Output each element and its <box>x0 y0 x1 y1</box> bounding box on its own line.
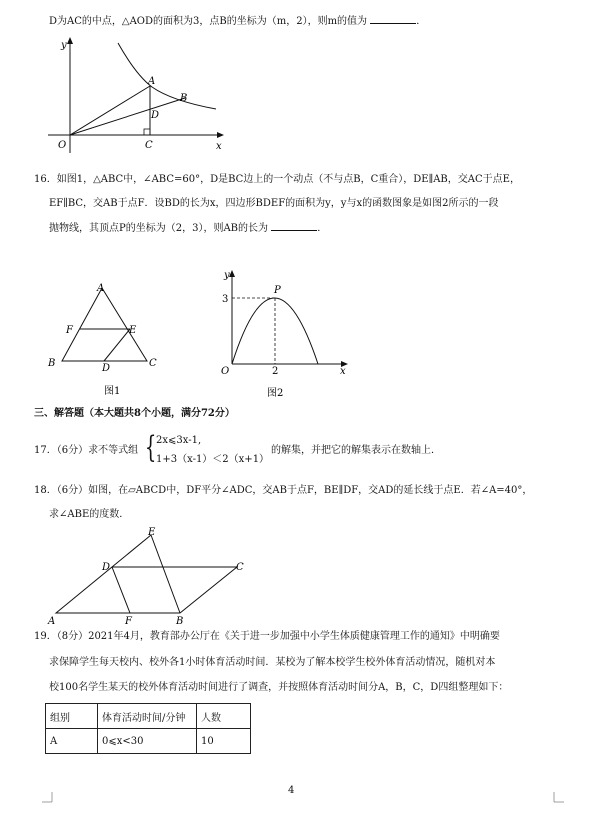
q18-line2: 求∠ABE的度数． <box>49 509 130 520</box>
fig18-label-c: C <box>236 562 244 573</box>
fig16-1-label-e: E <box>129 325 137 336</box>
page-number: 4 <box>288 785 295 796</box>
q19-line1: 19．（8分）2021年4月，教育部办公厅在《关于进一步加强中小学生体质健康管理工作的通知》中明确要 <box>34 631 500 642</box>
q17-suffix: 的解集，并把它的解集表示在数轴上． <box>271 445 441 456</box>
fig16-2-label-o: O <box>221 366 230 377</box>
fig15-diagram <box>40 35 240 160</box>
fig16-2-label-y: y <box>224 270 230 281</box>
q18-line1: 18．（6分）如图，在▱ABCD中，DF平分∠ADC，交AB于点F，BE∥DF，交AD的延长线于点E．若∠A=40°， <box>34 485 533 496</box>
table-cell-count: 10 <box>197 729 251 754</box>
fig16-1-label-c: C <box>149 358 157 369</box>
fig16-1-label-a: A <box>97 283 105 294</box>
fig15-label-c: C <box>145 140 153 151</box>
fig18-label-f: F <box>125 616 132 627</box>
fig16-2-label-3: 3 <box>222 294 229 305</box>
fig16-2-caption: 图2 <box>267 388 284 399</box>
q16-line1: 16．如图1，△ABC中，∠ABC=60°，D是BC边上的一个动点（不与点B，C重合），DE∥AB，交AC于点E， <box>34 174 520 185</box>
section-3-heading: 三、解答题（本大题共8个小题，满分72分） <box>34 408 235 419</box>
table-cell-group: A <box>46 729 98 754</box>
q19-line2: 求保障学生每天校内、校外各1小时体育活动时间．某校为了解本校学生校外体育活动情况，随机对本 <box>49 657 496 668</box>
fig16-1-label-f: F <box>66 325 73 336</box>
fig16-2-label-2: 2 <box>272 366 279 377</box>
fig18-diagram <box>44 525 254 627</box>
fig18-label-d: D <box>102 562 111 573</box>
fig16-2-diagram <box>212 266 357 401</box>
fig18-label-e: E <box>148 527 156 538</box>
table-header-time: 体育活动时间/分钟 <box>98 704 197 729</box>
crop-mark-bottom-right <box>552 792 562 802</box>
fig15-label-x: x <box>216 141 222 152</box>
fig18-label-a: A <box>48 616 56 627</box>
fig15-label-b: B <box>180 93 188 104</box>
q15-tail: D为AC的中点，△AOD的面积为3，点B的坐标为（m，2），则m的值为 ． <box>49 16 427 27</box>
q16-line2: EF∥BC，交AB于点F．设BD的长为x，四边形BDEF的面积为y，y与x的函数图象是如图2所示的一段 <box>49 198 499 209</box>
table-header-row <box>46 704 251 729</box>
table-header-group: 组别 <box>46 704 98 729</box>
crop-mark-bottom-left <box>42 792 52 802</box>
table-header-count: 人数 <box>197 704 251 729</box>
q16-line3: 抛物线，其顶点P的坐标为（2，3），则AB的长为 ． <box>49 223 328 234</box>
q19-table <box>45 703 251 754</box>
fig16-1-label-b: B <box>48 358 56 369</box>
fig15-label-y: y <box>61 40 67 51</box>
q15-answer-blank <box>370 14 416 24</box>
q19-line3: 校100名学生某天的校外体育活动时间进行了调查，并按照体育活动时间分A，B，C，D四组整理如下： <box>49 682 509 693</box>
fig16-2-label-p: P <box>274 285 281 296</box>
q17-ineq1: 2x⩽3x-1, <box>156 435 202 446</box>
fig16-1-caption: 图1 <box>104 386 121 397</box>
q15-tail-text: D为AC的中点，△AOD的面积为3，点B的坐标为（m，2），则m的值为 <box>49 16 368 27</box>
fig15-label-o: O <box>58 140 67 151</box>
fig16-2-label-x: x <box>340 366 346 377</box>
fig18-label-b: B <box>176 616 184 627</box>
fig15-label-d: D <box>151 110 160 121</box>
q17-brace: { <box>144 430 157 465</box>
fig16-1-diagram <box>42 278 172 398</box>
table-row <box>46 729 251 754</box>
fig16-1-label-d: D <box>102 363 111 374</box>
fig15-label-a: A <box>148 76 156 87</box>
table-cell-time: 0⩽x<30 <box>98 729 197 754</box>
q17-ineq2: 1+3（x-1）＜2（x+1） <box>156 454 270 465</box>
q16-answer-blank <box>271 221 317 231</box>
q17-prefix: 17．（6分）求不等式组 <box>34 445 139 456</box>
